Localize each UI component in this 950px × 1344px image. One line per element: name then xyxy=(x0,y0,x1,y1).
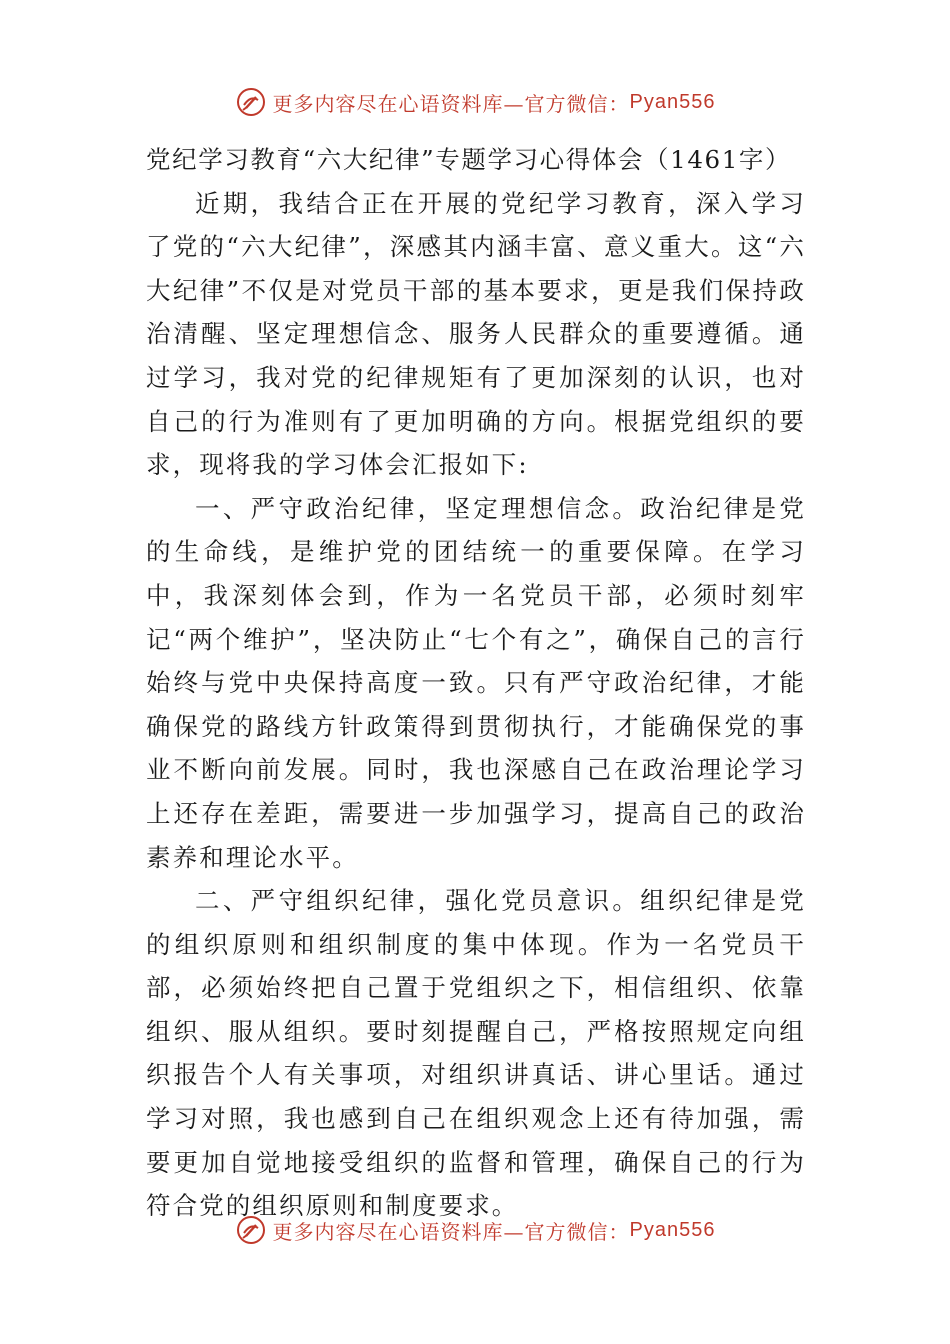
header-banner-text: 更多内容尽在心语资料库—官方微信： xyxy=(272,91,630,116)
footer-banner-brand: Pyan556 xyxy=(629,1218,716,1241)
header-banner xyxy=(0,82,950,122)
brand-logo-icon xyxy=(235,1214,267,1246)
footer-banner-text: 更多内容尽在心语资料库—官方微信： xyxy=(272,1219,630,1244)
document-body xyxy=(146,138,806,1228)
header-banner-brand: Pyan556 xyxy=(629,90,716,113)
paragraph-organizational-discipline: 二、严守组织纪律，强化党员意识。组织纪律是党的组织原则和组织制度的集中体现。作为一名党员干部，必须始终把自己置于党组织之下，相信组织、依靠组织、服从组织。要时刻提醒自己，严格按照规定向组织报告个人有关事项，对组织讲真话、讲心里话。通过学习对照，我也感到自己在组织观念上还有待加强，需要更加自觉地接受组织的监督和管理，确保自己的行为符合党的组织原则和制度要求。 xyxy=(146,886,806,1221)
paragraph-political-discipline: 一、严守政治纪律，坚定理想信念。政治纪律是党的生命线，是维护党的团结统一的重要保障。在学习中，我深刻体会到，作为一名党员干部，必须时刻牢记“两个维护”，坚决防止“七个有之”，确保自己的言行始终与党中央保持高度一致。只有严守政治纪律，才能确保党的路线方针政策得到贯彻执行，才能确保党的事业不断向前发展。同时，我也深感自己在政治理论学习上还存在差距，需要进一步加强学习，提高自己的政治素养和理论水平。 xyxy=(146,493,806,872)
document-title: 党纪学习教育“六大纪律”专题学习心得体会（1461字） xyxy=(146,145,792,174)
brand-logo-icon xyxy=(235,86,267,118)
paragraph-intro: 近期，我结合正在开展的党纪学习教育，深入学习了党的“六大纪律”，深感其内涵丰富、意义重大。这“六大纪律”不仅是对党员干部的基本要求，更是我们保持政治清醒、坚定理想信念、服务人民群众的重要遵循。通过学习，我对党的纪律规矩有了更加深刻的认识，也对自己的行为准则有了更加明确的方向。根据党组织的要求，现将我的学习体会汇报如下: xyxy=(146,188,806,480)
footer-banner xyxy=(0,1210,950,1250)
